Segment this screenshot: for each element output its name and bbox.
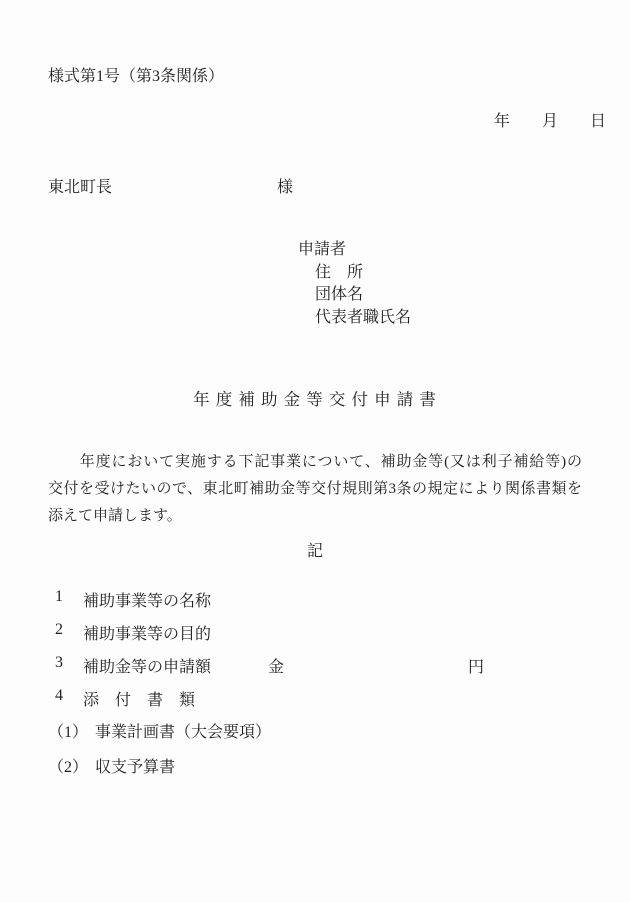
addressee-name: 東北町長 xyxy=(48,179,113,196)
body-paragraph xyxy=(48,449,582,530)
attachment-item-plan xyxy=(48,719,590,741)
body-line-1: 年度において実施する下記事業について、補助金等(又は利子補給等)の xyxy=(48,454,582,470)
body-line-3: 添えて申請します。 xyxy=(48,508,182,524)
list-item-amount xyxy=(48,654,590,676)
attachment-label: 収支予算書 xyxy=(95,759,176,776)
attachment-item-budget xyxy=(48,754,590,776)
item-number: 1 xyxy=(55,588,63,605)
addressee-honorific: 様 xyxy=(277,179,294,196)
ki-marker: 記 xyxy=(306,543,323,560)
document-title: 年 度 補 助 金 等 交 付 申 請 書 xyxy=(193,390,437,409)
body-line-2: 交付を受けたいので、東北町補助金等交付規則第3条の規定により関係書類を xyxy=(48,481,582,497)
amount-suffix-label: 円 xyxy=(468,659,485,676)
item-number: 3 xyxy=(55,654,63,671)
list-item-purpose xyxy=(48,621,590,643)
applicant-representative-label: 代表者職氏名 xyxy=(315,308,412,326)
item-label: 補助金等の申請額 xyxy=(83,659,212,676)
applicant-label: 申請者 xyxy=(298,241,347,258)
list-item-attached-documents xyxy=(48,687,590,709)
date-line: 年 月 日 xyxy=(494,113,607,130)
item-label: 補助事業等の目的 xyxy=(83,626,212,643)
item-label: 補助事業等の名称 xyxy=(83,593,212,610)
applicant-organization-label: 団体名 xyxy=(315,286,364,304)
applicant-block xyxy=(298,239,411,329)
attachment-number: （2） xyxy=(48,759,89,776)
form-number: 様式第1号（第3条関係） xyxy=(48,68,225,85)
list-item-name xyxy=(48,588,590,610)
item-number: 2 xyxy=(55,621,63,638)
item-number: 4 xyxy=(55,687,63,704)
attachment-label: 事業計画書（大会要項） xyxy=(95,724,272,741)
applicant-address-label: 住 所 xyxy=(315,263,364,281)
addressee-line xyxy=(48,174,582,194)
item-label: 添 付 書 類 xyxy=(83,692,196,709)
amount-prefix-label: 金 xyxy=(268,659,285,676)
attachment-number: （1） xyxy=(48,724,89,741)
